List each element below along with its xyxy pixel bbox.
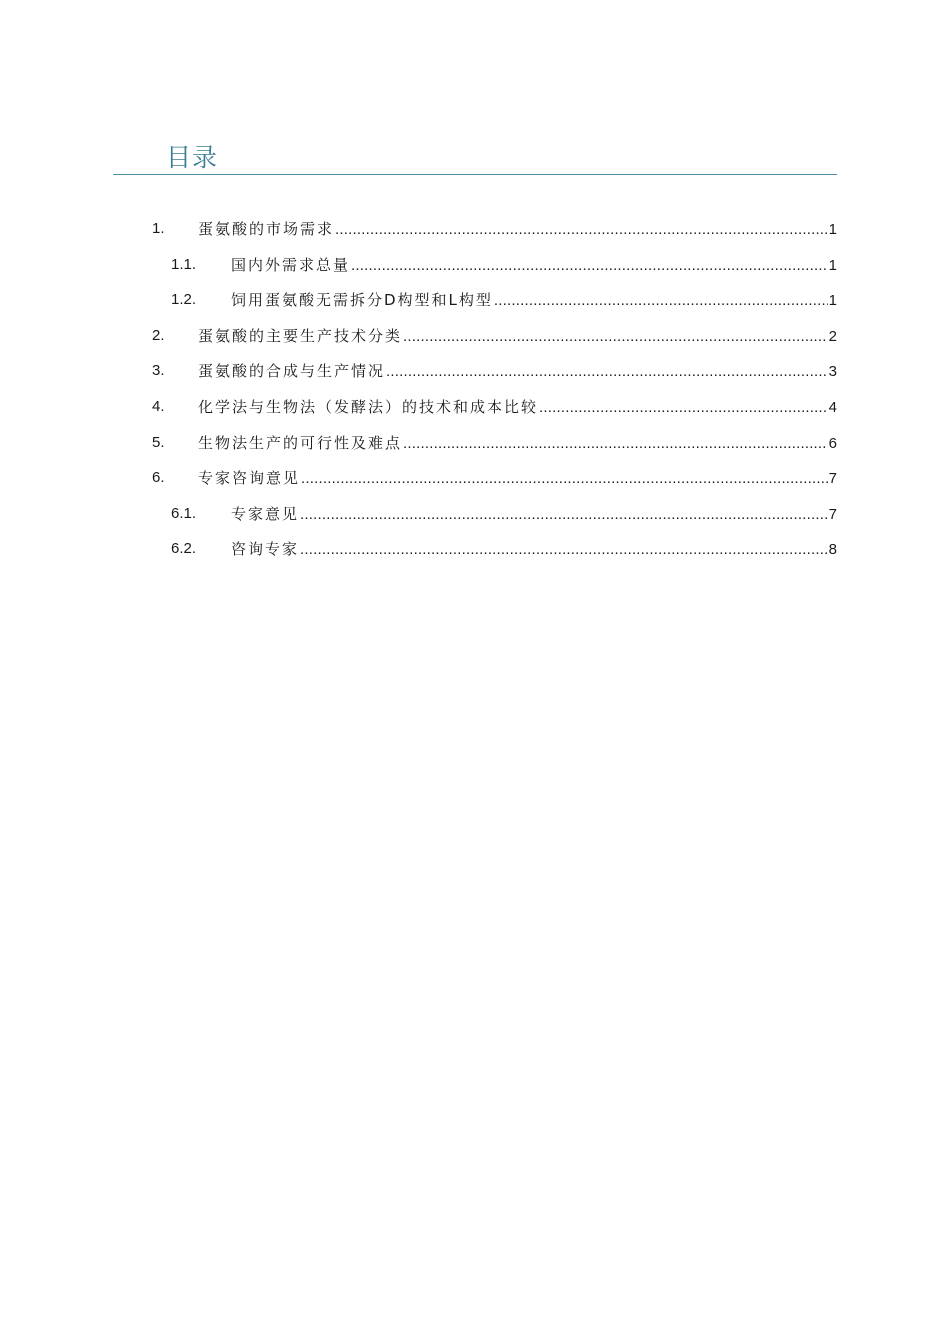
toc-entry-number: 1. — [152, 220, 165, 237]
toc-entry-line — [198, 361, 837, 382]
toc-entry-label[interactable]: 蛋氨酸的合成与生产情况 — [198, 362, 386, 381]
toc-entry-number: 6.1. — [171, 504, 197, 522]
dot-leader — [300, 540, 828, 560]
toc-entry-page: 1 — [828, 256, 837, 274]
toc-entry[interactable] — [0, 468, 950, 504]
dot-leader — [403, 434, 828, 454]
toc-entry-line — [198, 326, 837, 347]
dot-leader — [351, 256, 828, 276]
toc-entry-number: 6.2. — [171, 540, 197, 558]
dot-leader — [300, 505, 828, 525]
toc-entry-line — [231, 290, 837, 311]
toc-entry-label[interactable]: 专家咨询意见 — [198, 469, 301, 488]
toc-entry[interactable] — [0, 433, 950, 469]
toc-entry-page: 6 — [828, 434, 837, 452]
dot-leader — [403, 327, 828, 347]
title-divider — [113, 174, 837, 175]
dot-leader — [335, 220, 828, 240]
toc-entry-line — [231, 255, 837, 276]
toc-entry-line — [231, 504, 837, 525]
toc-entry-number: 1.2. — [171, 291, 197, 309]
toc-entry-label[interactable]: 专家意见 — [231, 504, 300, 523]
toc-entry-label[interactable]: 饲用蛋氨酸无需拆分D构型和L构型 — [231, 291, 493, 310]
toc-entry-page: 8 — [828, 541, 837, 559]
toc-entry-line — [198, 433, 837, 454]
toc-entry[interactable] — [0, 255, 950, 291]
toc-entry-line — [198, 219, 837, 240]
toc-entry[interactable] — [0, 397, 950, 433]
toc-entry-label[interactable]: 蛋氨酸的主要生产技术分类 — [198, 326, 403, 345]
toc-entry-line — [198, 468, 837, 489]
toc-entry-page: 7 — [828, 505, 837, 523]
toc-entry-page: 4 — [828, 398, 837, 416]
toc-entry-number: 4. — [152, 397, 165, 415]
toc-entry[interactable] — [0, 361, 950, 397]
toc-entry-page: 1 — [828, 292, 837, 310]
toc-entry-page: 3 — [828, 363, 837, 381]
dot-leader — [386, 362, 828, 382]
toc-entry-number: 3. — [152, 362, 165, 380]
toc-entry-label[interactable]: 生物法生产的可行性及难点 — [198, 433, 403, 452]
toc-entry-line — [231, 539, 837, 560]
toc-entry-number: 1.1. — [171, 255, 197, 273]
toc-list — [0, 219, 950, 575]
toc-entry-label[interactable]: 国内外需求总量 — [231, 255, 351, 274]
toc-entry-page: 2 — [828, 327, 837, 345]
dot-leader — [301, 469, 828, 489]
toc-entry-page: 1 — [828, 221, 837, 238]
dot-leader — [539, 398, 828, 418]
toc-entry[interactable] — [0, 504, 950, 540]
toc-title: 目录 — [166, 143, 219, 172]
toc-entry-number: 2. — [152, 326, 165, 344]
toc-entry[interactable] — [0, 539, 950, 575]
toc-entry-number: 5. — [152, 433, 165, 451]
toc-entry[interactable] — [0, 326, 950, 362]
toc-entry-number: 6. — [152, 469, 165, 487]
toc-entry-label[interactable]: 蛋氨酸的市场需求 — [198, 220, 335, 238]
toc-entry[interactable] — [0, 290, 950, 326]
toc-entry-page: 7 — [828, 470, 837, 488]
dot-leader — [494, 291, 828, 311]
toc-entry[interactable] — [0, 219, 950, 255]
toc-entry-label[interactable]: 咨询专家 — [231, 540, 300, 559]
toc-entry-label[interactable]: 化学法与生物法（发酵法）的技术和成本比较 — [198, 397, 539, 416]
toc-entry-line — [198, 397, 837, 418]
